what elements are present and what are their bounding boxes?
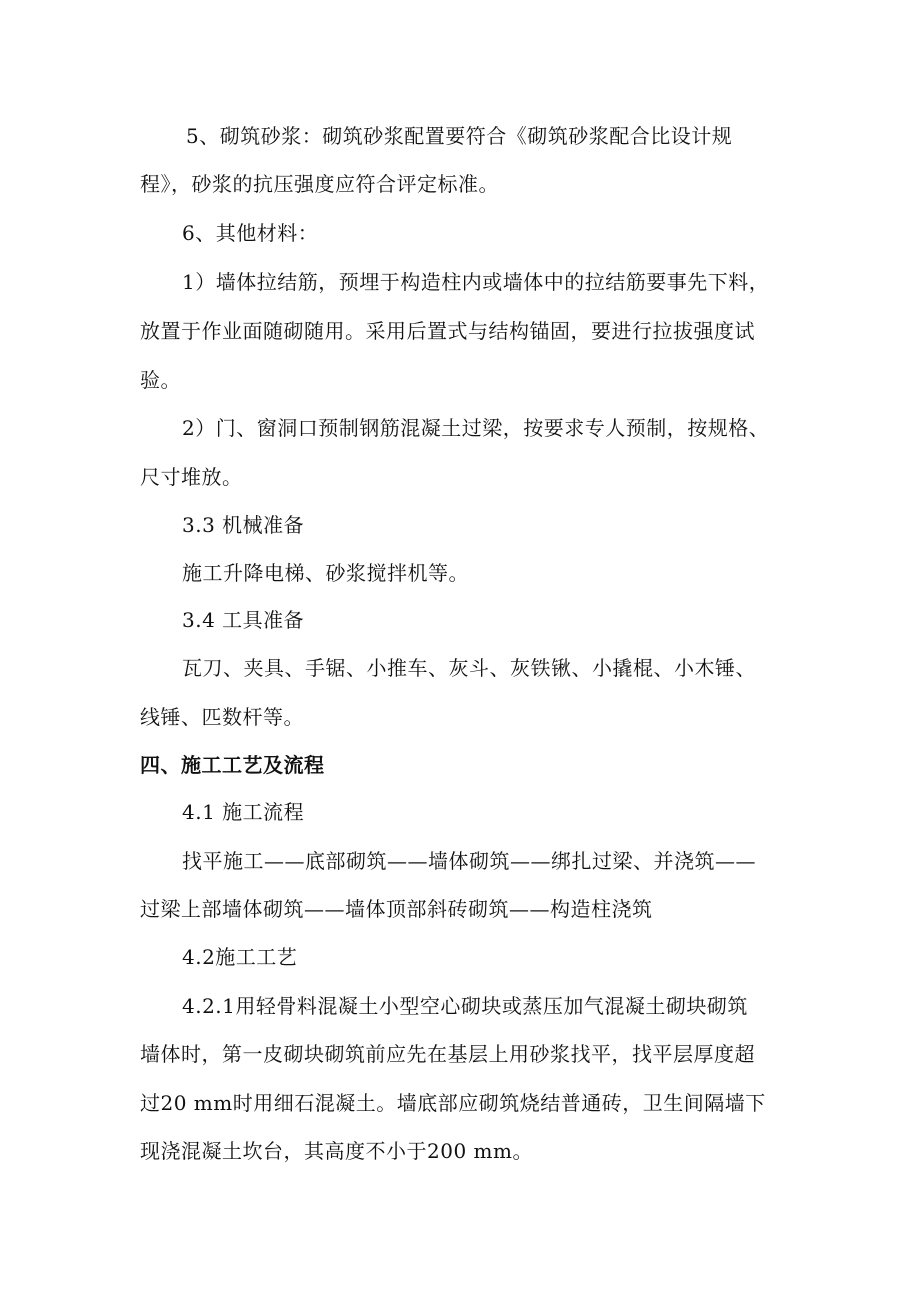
section-subheading: 4.2施工工艺 — [182, 945, 298, 969]
paragraph-line: 5、砌筑砂浆：砌筑砂浆配置要符合《砌筑砂浆配合比设计规 — [186, 124, 733, 148]
paragraph-line: 过20 mm时用细石混凝土。墙底部应砌筑烧结普通砖，卫生间隔墙下 — [140, 1091, 766, 1115]
paragraph-line: 线锤、匹数杆等。 — [140, 705, 304, 729]
paragraph-line: 放置于作业面随砌随用。采用后置式与结构锚固，要进行拉拔强度试 — [140, 319, 755, 343]
paragraph-line: 瓦刀、夹具、手锯、小推车、灰斗、灰铁锹、小撬棍、小木锤、 — [182, 656, 756, 680]
section-subheading: 3.4 工具准备 — [182, 608, 305, 632]
paragraph-line: 墙体时，第一皮砌块砌筑前应先在基层上用砂浆找平，找平层厚度超 — [140, 1042, 755, 1066]
paragraph-line: 2）门、窗洞口预制钢筋混凝土过梁，按要求专人预制，按规格、 — [182, 416, 770, 440]
paragraph-line: 6、其他材料： — [182, 221, 319, 245]
paragraph-line: 现浇混凝土坎台，其高度不小于200 mm。 — [140, 1139, 533, 1163]
paragraph-line: 过梁上部墙体砌筑——墙体顶部斜砖砌筑——构造柱浇筑 — [140, 897, 653, 921]
paragraph-line: 4.2.1用轻骨料混凝土小型空心砌块或蒸压加气混凝土砌块砌筑 — [182, 994, 748, 1018]
section-heading: 四、施工工艺及流程 — [140, 753, 325, 777]
section-subheading: 4.1 施工流程 — [182, 800, 305, 824]
paragraph-line: 1）墙体拉结筋，预埋于构造柱内或墙体中的拉结筋要事先下料， — [182, 270, 770, 294]
paragraph-line: 施工升降电梯、砂浆搅拌机等。 — [182, 561, 469, 585]
paragraph-line: 找平施工——底部砌筑——墙体砌筑——绑扎过梁、并浇筑—— — [182, 849, 756, 873]
paragraph-line: 尺寸堆放。 — [140, 465, 243, 489]
paragraph-line: 验。 — [140, 368, 181, 392]
section-subheading: 3.3 机械准备 — [182, 513, 305, 537]
paragraph-line: 程》，砂浆的抗压强度应符合评定标准。 — [140, 172, 499, 196]
